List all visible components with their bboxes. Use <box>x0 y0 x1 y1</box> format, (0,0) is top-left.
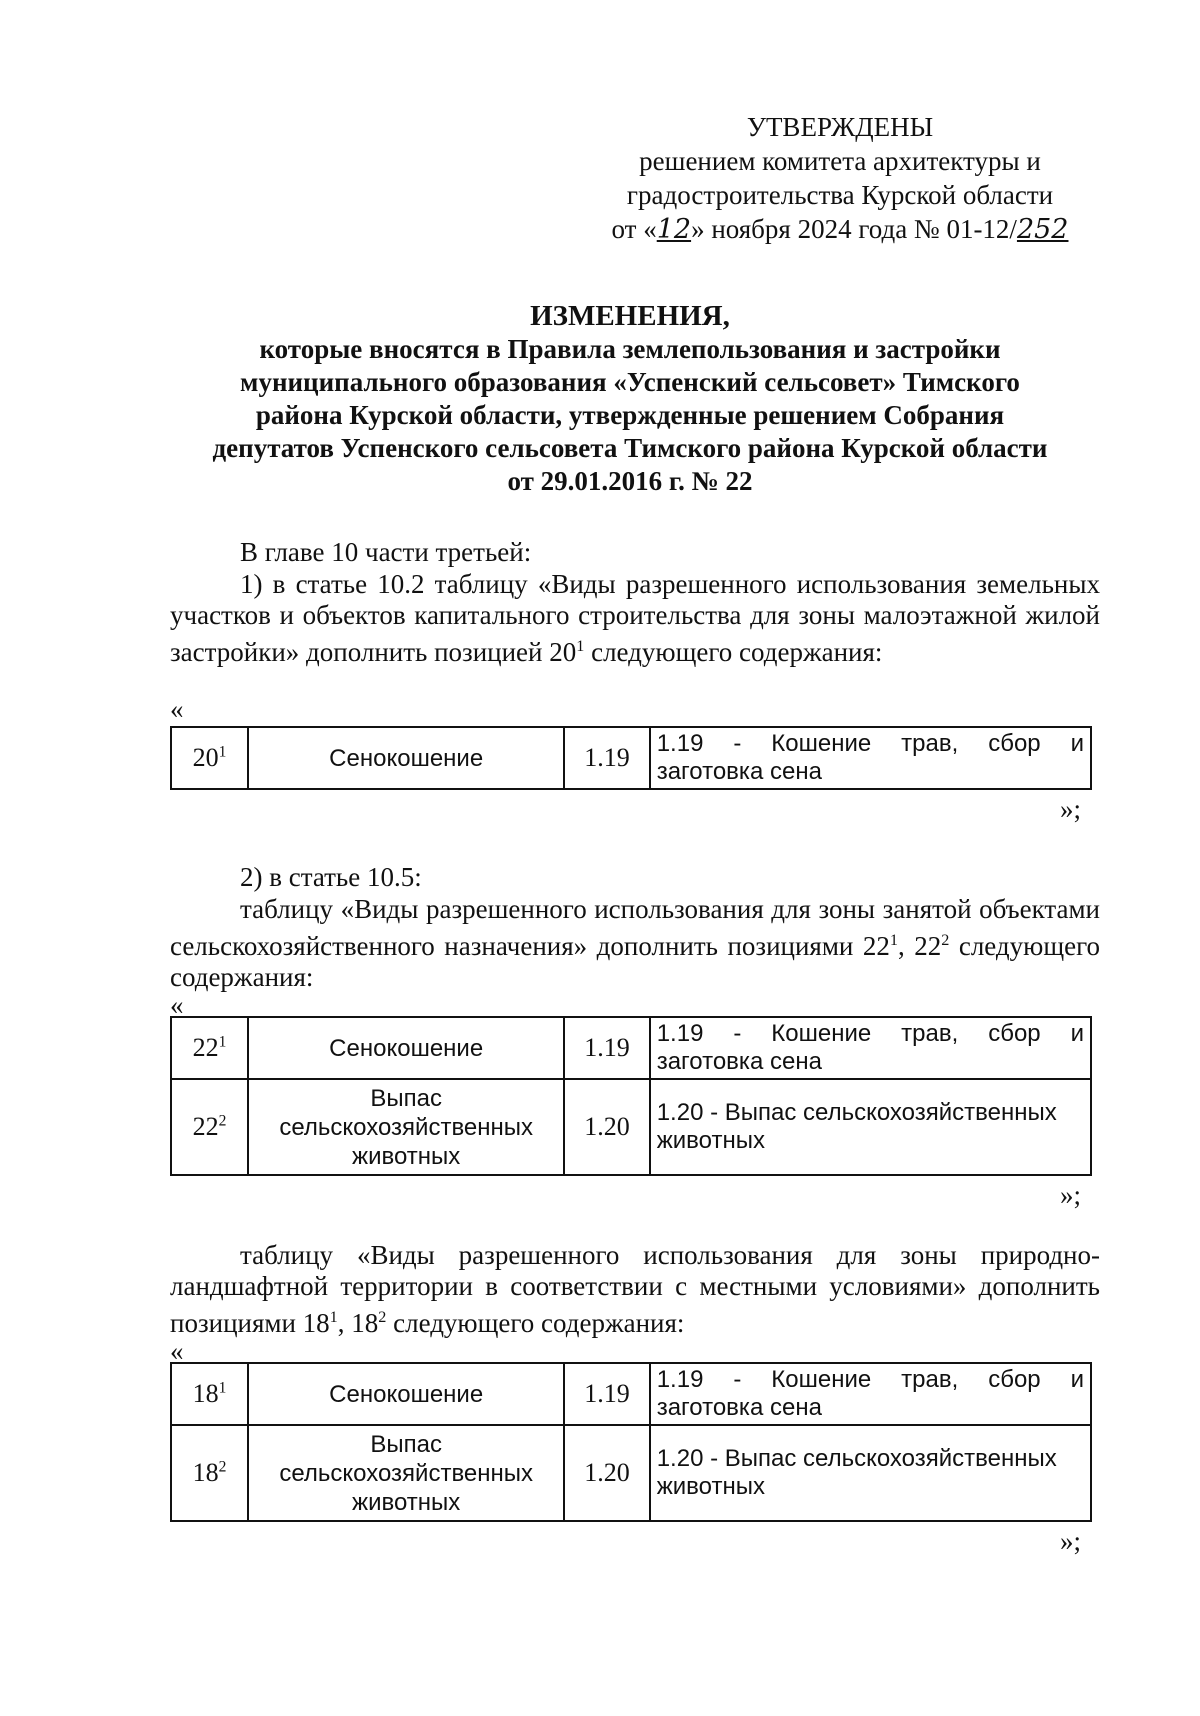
table-row <box>171 1079 1091 1175</box>
table-row <box>171 1363 1091 1425</box>
item-1-paragraph <box>170 569 1100 668</box>
quote-close-2: »; <box>1060 1180 1082 1210</box>
use-description: 1.20 - Выпас сельскохозяйственных животных <box>650 1079 1091 1175</box>
item-1-text: 1) в статье 10.2 таблицу «Виды разрешенного использования земельных участков и объектов капитального строительства для зоны малоэтажной жилой застройки» дополнить позицией 20 <box>170 569 1100 667</box>
item-3-text-end: следующего содержания: <box>386 1308 685 1338</box>
quote-open-2: « <box>170 990 184 1020</box>
item-3-mid: , 18 <box>337 1308 379 1338</box>
item-1-sup: 1 <box>576 637 585 655</box>
item-2-mid: , 22 <box>897 931 942 961</box>
heading-line-3: района Курской области, утвержденные решением Собрания <box>255 400 1005 430</box>
approval-line-2: решением комитета архитектуры и <box>639 146 1041 176</box>
item-2-sup-1: 1 <box>889 931 898 949</box>
item-3-sup-1: 1 <box>329 1308 338 1326</box>
approval-line-3: градостроительства Курской области <box>626 180 1054 210</box>
use-description: 1.19 - Кошение трав, сбор и заготовка сена <box>650 1017 1091 1079</box>
item-2-sup-2: 2 <box>941 931 950 949</box>
approval-date-mid: » ноября 2024 года № 01-12/ <box>691 214 1017 244</box>
quote-open-1: « <box>170 694 184 724</box>
position-number: $18^2$ <box>171 1425 248 1521</box>
use-type-name: Сенокошение <box>248 1363 564 1425</box>
table-row <box>171 1017 1091 1079</box>
heading-line-4: депутатов Успенского сельсовета Тимского района Курской области <box>212 433 1048 463</box>
approval-date-prefix: от « <box>611 214 657 244</box>
table-2 <box>170 1016 1092 1176</box>
document-title: ИЗМЕНЕНИЯ, <box>530 300 730 332</box>
item-2-paragraph <box>170 894 1100 993</box>
quote-close-3: »; <box>1060 1526 1082 1556</box>
item-2-text: таблицу «Виды разрешенного использования для зоны занятой объектами сельскохозяйственного назначения» дополнить позициями 22 <box>170 894 1100 961</box>
approval-line-4 <box>560 212 1120 247</box>
table-3 <box>170 1362 1092 1522</box>
document-heading <box>160 300 1100 498</box>
heading-line-2: муниципального образования «Успенский сельсовет» Тимского <box>240 367 1020 397</box>
use-description: 1.19 - Кошение трав, сбор и заготовка сена <box>650 1363 1091 1425</box>
use-type-name: Сенокошение <box>248 727 564 789</box>
position-number: $20^1$ <box>171 727 248 789</box>
use-description: 1.19 - Кошение трав, сбор и заготовка сена <box>650 727 1091 789</box>
item-2-title: 2) в статье 10.5: <box>240 862 422 892</box>
table-row <box>171 1425 1091 1521</box>
table-row <box>171 727 1091 789</box>
quote-close-1: »; <box>1060 794 1082 824</box>
use-type-name: Выпас сельскохозяйственных животных <box>248 1425 564 1521</box>
heading-line-1: которые вносятся в Правила землепользования и застройки <box>259 334 1001 364</box>
heading-line-5: от 29.01.2016 г. № 22 <box>507 466 753 496</box>
classifier-code: 1.20 <box>564 1425 649 1521</box>
classifier-code: 1.19 <box>564 1017 649 1079</box>
position-number: $18^1$ <box>171 1363 248 1425</box>
item-2-text-end: следующего содержания: <box>170 931 1101 992</box>
intro-text: В главе 10 части третьей: <box>240 537 532 567</box>
item-3-sup-2: 2 <box>378 1308 387 1326</box>
item-1-text-end: следующего содержания: <box>584 637 883 667</box>
use-description: 1.20 - Выпас сельскохозяйственных животных <box>650 1425 1091 1521</box>
position-number: $22^1$ <box>171 1017 248 1079</box>
handwritten-number: 252 <box>1016 214 1069 245</box>
use-type-name: Сенокошение <box>248 1017 564 1079</box>
position-number: $22^2$ <box>171 1079 248 1175</box>
item-3-paragraph <box>170 1240 1100 1339</box>
quote-open-3: « <box>170 1336 184 1366</box>
item-3-text: таблицу «Виды разрешенного использования для зоны природно-ландшафтной территории в соответствии с местными условиями» дополнить позициями 18 <box>170 1240 1100 1338</box>
classifier-code: 1.20 <box>564 1079 649 1175</box>
handwritten-day: 12 <box>656 214 692 245</box>
use-type-name: Выпас сельскохозяйственных животных <box>248 1079 564 1175</box>
table-1 <box>170 726 1092 790</box>
classifier-code: 1.19 <box>564 727 649 789</box>
approval-title: УТВЕРЖДЕНЫ <box>746 112 934 142</box>
classifier-code: 1.19 <box>564 1363 649 1425</box>
approval-block <box>560 110 1120 247</box>
